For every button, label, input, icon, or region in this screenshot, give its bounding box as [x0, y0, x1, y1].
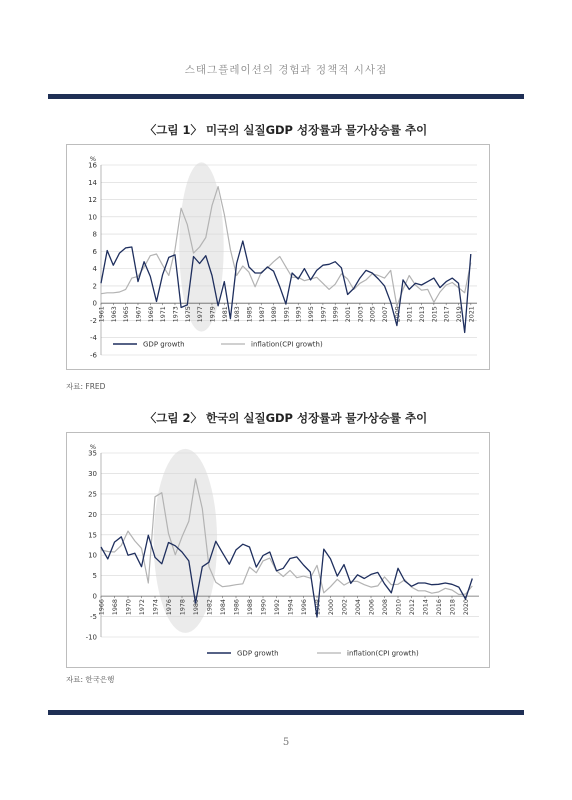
top-rule — [48, 94, 524, 99]
us-ytick-label: 0 — [92, 299, 97, 308]
us-xtick-label: 2005 — [369, 306, 377, 323]
us-xtick-label: 1975 — [184, 306, 192, 323]
kr-legend-label-1: inflation(CPI growth) — [347, 649, 419, 658]
kr-xtick-label: 1984 — [220, 599, 227, 616]
us-xtick-label: 1989 — [271, 306, 279, 323]
kr-xtick-label: 1990 — [260, 599, 268, 616]
kr-xtick-label: 2014 — [422, 599, 430, 616]
us-ytick-label: 6 — [92, 247, 97, 256]
us-legend-label-1: inflation(CPI growth) — [251, 340, 323, 349]
us-ytick-label: 2 — [92, 282, 97, 291]
us-xtick-label: 1969 — [147, 306, 155, 323]
us-ytick-label: -4 — [90, 334, 97, 343]
kr-xtick-label: 1998 — [314, 599, 322, 616]
kr-xtick-label: 1992 — [274, 599, 281, 616]
kr-ytick-label: 30 — [88, 469, 97, 478]
us-xtick-label: 1991 — [283, 306, 291, 323]
us-xtick-label: 2019 — [456, 306, 464, 323]
kr-xtick-label: 2006 — [368, 599, 376, 616]
kr-ytick-label: 5 — [92, 572, 97, 581]
us-xtick-label: 1993 — [295, 306, 303, 323]
us-xtick-label: 1979 — [209, 306, 217, 323]
kr-xtick-label: 1986 — [233, 599, 241, 616]
kr-xtick-label: 2010 — [395, 599, 403, 616]
chart-korea-svg — [67, 433, 489, 667]
us-xtick-label: 2021 — [468, 306, 476, 323]
us-ytick-label: 4 — [92, 265, 97, 274]
us-xtick-label: 2003 — [357, 306, 365, 323]
us-xtick-label: 1985 — [246, 306, 254, 323]
figure-2-chart — [66, 432, 490, 668]
us-inflation-line — [101, 187, 471, 307]
us-unit-label: % — [89, 155, 97, 163]
kr-xtick-label: 2012 — [409, 599, 416, 616]
us-xtick-label: 1977 — [197, 306, 205, 323]
kr-unit-label: % — [89, 443, 97, 451]
kr-ytick-label: 35 — [88, 449, 97, 458]
us-xtick-label: 2009 — [394, 306, 402, 323]
us-xtick-label: 1967 — [135, 306, 143, 323]
kr-xtick-label: 1974 — [152, 599, 160, 616]
kr-xtick-label: 1982 — [206, 599, 214, 616]
kr-ytick-label: 15 — [88, 531, 97, 540]
us-xtick-label: 1983 — [234, 306, 242, 323]
page-number: 5 — [282, 737, 290, 748]
us-xtick-label: 1971 — [160, 306, 168, 323]
kr-ytick-label: 20 — [88, 510, 97, 519]
kr-xtick-label: 2016 — [436, 599, 443, 616]
kr-xtick-label: 2020 — [463, 599, 470, 616]
figure-1-source: 자료: FRED — [66, 382, 106, 391]
kr-xtick-label: 1980 — [193, 599, 200, 616]
kr-ytick-label: -5 — [90, 613, 97, 622]
us-xtick-label: 1981 — [221, 306, 229, 323]
kr-xtick-label: 2008 — [382, 599, 389, 616]
us-xtick-label: 1963 — [110, 306, 118, 323]
us-xtick-label: 2015 — [431, 306, 439, 323]
kr-xtick-label: 1972 — [139, 599, 146, 616]
us-xtick-label: 1999 — [332, 306, 340, 323]
us-ytick-label: -6 — [90, 351, 97, 360]
us-ytick-label: -2 — [90, 316, 97, 325]
us-xtick-label: 2011 — [406, 306, 414, 323]
us-xtick-label: 2013 — [419, 306, 427, 323]
kr-xtick-label: 2004 — [355, 599, 362, 616]
us-ytick-label: 14 — [88, 178, 97, 187]
figure-2-title: 〈그림 2〉 한국의 실질GDP 성장률과 물가상승률 추이 — [144, 411, 428, 425]
us-xtick-label: 1961 — [98, 306, 106, 323]
us-xtick-label: 2017 — [443, 306, 451, 323]
kr-ytick-label: 25 — [88, 490, 97, 499]
us-xtick-label: 1997 — [320, 306, 328, 323]
kr-ytick-label: 10 — [88, 551, 97, 560]
us-xtick-label: 1973 — [172, 306, 180, 323]
us-ytick-label: 16 — [88, 161, 97, 170]
us-xtick-label: 2001 — [345, 306, 353, 323]
kr-xtick-label: 2000 — [328, 599, 335, 616]
figure-1-chart — [66, 144, 490, 370]
kr-xtick-label: 1978 — [179, 599, 187, 616]
us-ytick-label: 8 — [92, 230, 97, 239]
kr-xtick-label: 2002 — [341, 599, 349, 616]
us-xtick-label: 2007 — [382, 306, 390, 323]
us-xtick-label: 1987 — [258, 306, 266, 323]
kr-legend-label-0: GDP growth — [237, 649, 279, 658]
kr-xtick-label: 1966 — [98, 599, 106, 616]
kr-xtick-label: 1994 — [287, 599, 295, 616]
figure-2-source: 자료: 한국은행 — [66, 675, 115, 684]
chart-us-svg — [67, 145, 489, 369]
kr-ytick-label: 0 — [92, 592, 97, 601]
figure-1-title: 〈그림 1〉 미국의 실질GDP 성장률과 물가상승률 추이 — [144, 123, 428, 137]
bottom-rule — [48, 710, 524, 715]
kr-ytick-label: -10 — [85, 633, 97, 642]
us-ytick-label: 12 — [88, 196, 97, 205]
us-xtick-label: 1995 — [308, 306, 316, 323]
us-legend-label-0: GDP growth — [143, 340, 185, 349]
kr-xtick-label: 1988 — [247, 599, 254, 616]
kr-xtick-label: 1970 — [125, 599, 133, 616]
us-xtick-label: 1965 — [123, 306, 131, 323]
kr-xtick-label: 1976 — [166, 599, 173, 616]
kr-xtick-label: 2018 — [449, 599, 457, 616]
kr-xtick-label: 1968 — [112, 599, 119, 616]
kr-xtick-label: 1996 — [301, 599, 308, 616]
us-ytick-label: 10 — [88, 213, 97, 222]
running-header: 스태그플레이션의 경험과 정책적 시사점 — [184, 64, 388, 76]
